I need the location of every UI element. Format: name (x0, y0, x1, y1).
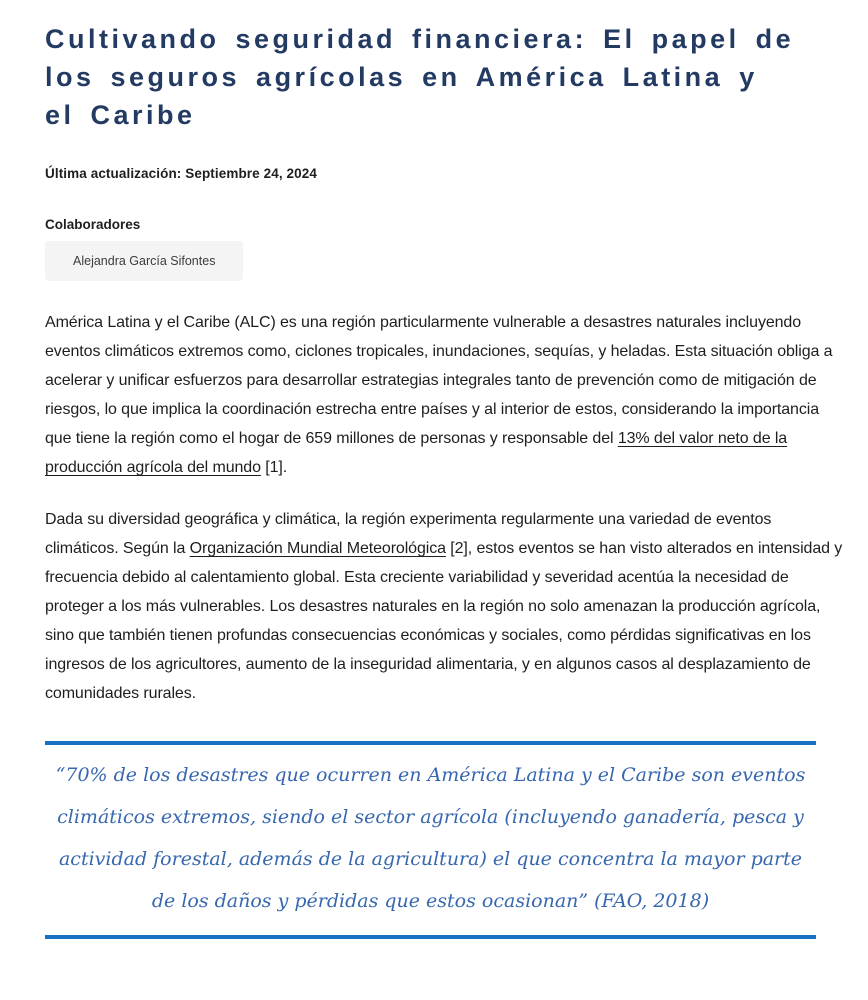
pull-quote-text: “70% de los desastres que ocurren en América Latina y el Caribe son eventos climáticos extremos, siendo el sector agrícola (incluyendo ganadería, pesca y actividad forestal, además de la agricultura) el que concentra la mayor parte de los daños y pérdidas que estos ocasionan” (FAO, 2018) (55, 764, 806, 912)
contributors-label: Colaboradores (45, 217, 141, 232)
text-segment: Dada su diversidad geográfica y climática, la región experimenta regularmente una variedad de eventos climáticos. Según la (45, 511, 772, 557)
inline-link[interactable]: Organización Mundial Meteorológica (189, 540, 446, 557)
article-body (45, 308, 844, 708)
pull-quote (45, 741, 816, 939)
paragraph (45, 308, 844, 482)
contributors-section (45, 217, 844, 281)
paragraph (45, 505, 844, 708)
last-updated-label: Última actualización: Septiembre 24, 2024 (45, 166, 317, 181)
contributor-chips (45, 241, 844, 281)
text-segment: [1]. (260, 459, 288, 476)
text-segment: América Latina y el Caribe (ALC) es una región particularmente vulnerable a desastres naturales incluyendo eventos climáticos extremos como, ciclones tropicales, inundaciones, sequías, y heladas. Esta situación obliga a acelerar y unificar esfuerzos para desarrollar estrategias integrales tanto de prevención como de mitigación de riesgos, lo que implica la coordinación estrecha entre países y al interior de estos, considerando la importancia que tiene la región como el hogar de 659 millones de personas y responsable del (45, 314, 833, 447)
contributor-chip[interactable]: Alejandra García Sifontes (45, 241, 243, 281)
page-title: Cultivando seguridad financiera: El papel de los seguros agrícolas en América Latina y el Caribe (45, 24, 795, 130)
text-segment: [2], estos eventos se han visto alterados en intensidad y frecuencia debido al calentamiento global. Esta creciente variabilidad y severidad acentúa la necesidad de proteger a los más vulnerables. Los desastres naturales en la región no solo amenazan la producción agrícola, sino que también tienen profundas consecuencias económicas y sociales, como pérdidas significativas en los ingresos de los agricultores, aumento de la inseguridad alimentaria, y en algunos casos al desplazamiento de comunidades rurales. (45, 540, 843, 702)
inline-link[interactable]: 13% del valor neto de la producción agrícola del mundo (45, 430, 788, 476)
